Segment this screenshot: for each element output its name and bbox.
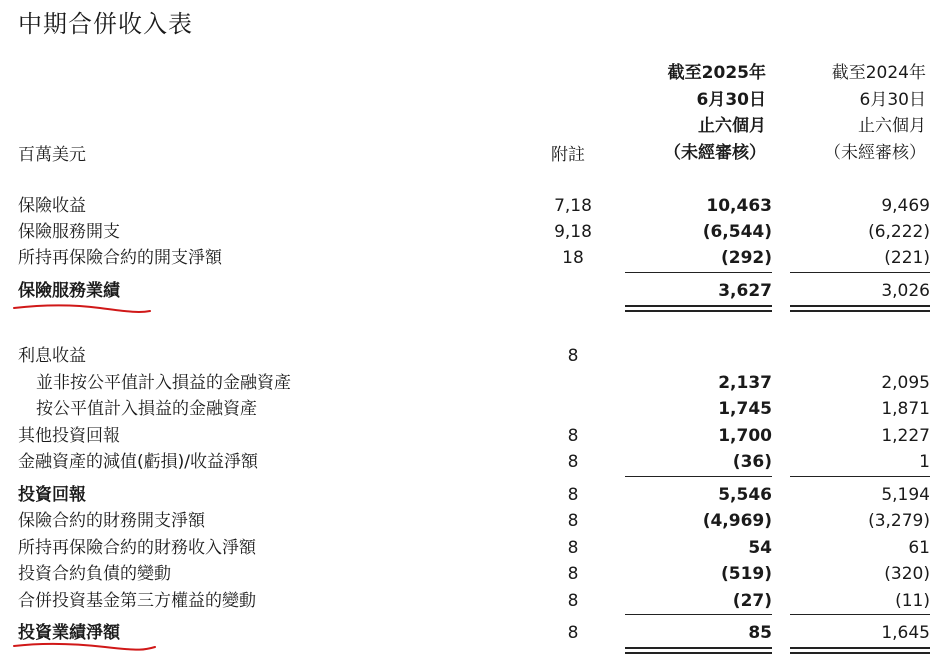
double-rule — [625, 310, 772, 312]
table-row: 其他投資回報 8 1,700 1,227 — [18, 426, 930, 446]
table-row: 利息收益 8 — [18, 346, 579, 366]
table-row: 按公平值計入損益的金融資產 1,745 1,871 — [36, 399, 930, 419]
double-rule — [625, 652, 772, 654]
column-header-2025: 截至2025年 6月30日 止六個月 （未經審核） — [664, 63, 766, 163]
double-rule — [625, 647, 772, 649]
subtotal-rule — [625, 476, 772, 477]
column-header-2024: 截至2024年 6月30日 止六個月 （未經審核） — [824, 63, 926, 163]
red-underline-annotation — [10, 302, 155, 316]
subtotal-rule — [790, 476, 930, 477]
unit-label: 百萬美元 — [18, 145, 86, 165]
double-rule — [790, 652, 930, 654]
table-row: 合併投資基金第三方權益的變動 8 (27) (11) — [18, 591, 930, 611]
subtotal-rule — [790, 614, 930, 615]
subtotal-rule — [625, 614, 772, 615]
table-row: 金融資產的減值(虧損)/收益淨額 8 (36) 1 — [18, 452, 930, 472]
note-header: 附註 — [551, 145, 585, 165]
double-rule — [790, 310, 930, 312]
table-row: 保險合約的財務開支淨額 8 (4,969) (3,279) — [18, 511, 930, 531]
table-row: 並非按公平值計入損益的金融資產 2,137 2,095 — [36, 373, 930, 393]
double-rule — [625, 305, 772, 307]
double-rule — [790, 305, 930, 307]
table-row: 保險收益 7,18 10,463 9,469 — [18, 196, 930, 216]
subtotal-rule — [790, 272, 930, 273]
table-row-subtotal: 保險服務業績 3,627 3,026 — [18, 281, 930, 301]
table-row: 所持再保險合約的財務收入淨額 8 54 61 — [18, 538, 930, 558]
red-underline-annotation — [10, 640, 160, 654]
double-rule — [790, 647, 930, 649]
page-title: 中期合併收入表 — [18, 10, 193, 38]
table-row: 所持再保險合約的開支淨額 18 (292) (221) — [18, 248, 930, 268]
table-row: 保險服務開支 9,18 (6,544) (6,222) — [18, 222, 930, 242]
table-row-total: 投資業績淨額 8 85 1,645 — [18, 623, 930, 643]
subtotal-rule — [625, 272, 772, 273]
table-row: 投資合約負債的變動 8 (519) (320) — [18, 564, 930, 584]
table-row-subtotal: 投資回報 8 5,546 5,194 — [18, 485, 930, 505]
